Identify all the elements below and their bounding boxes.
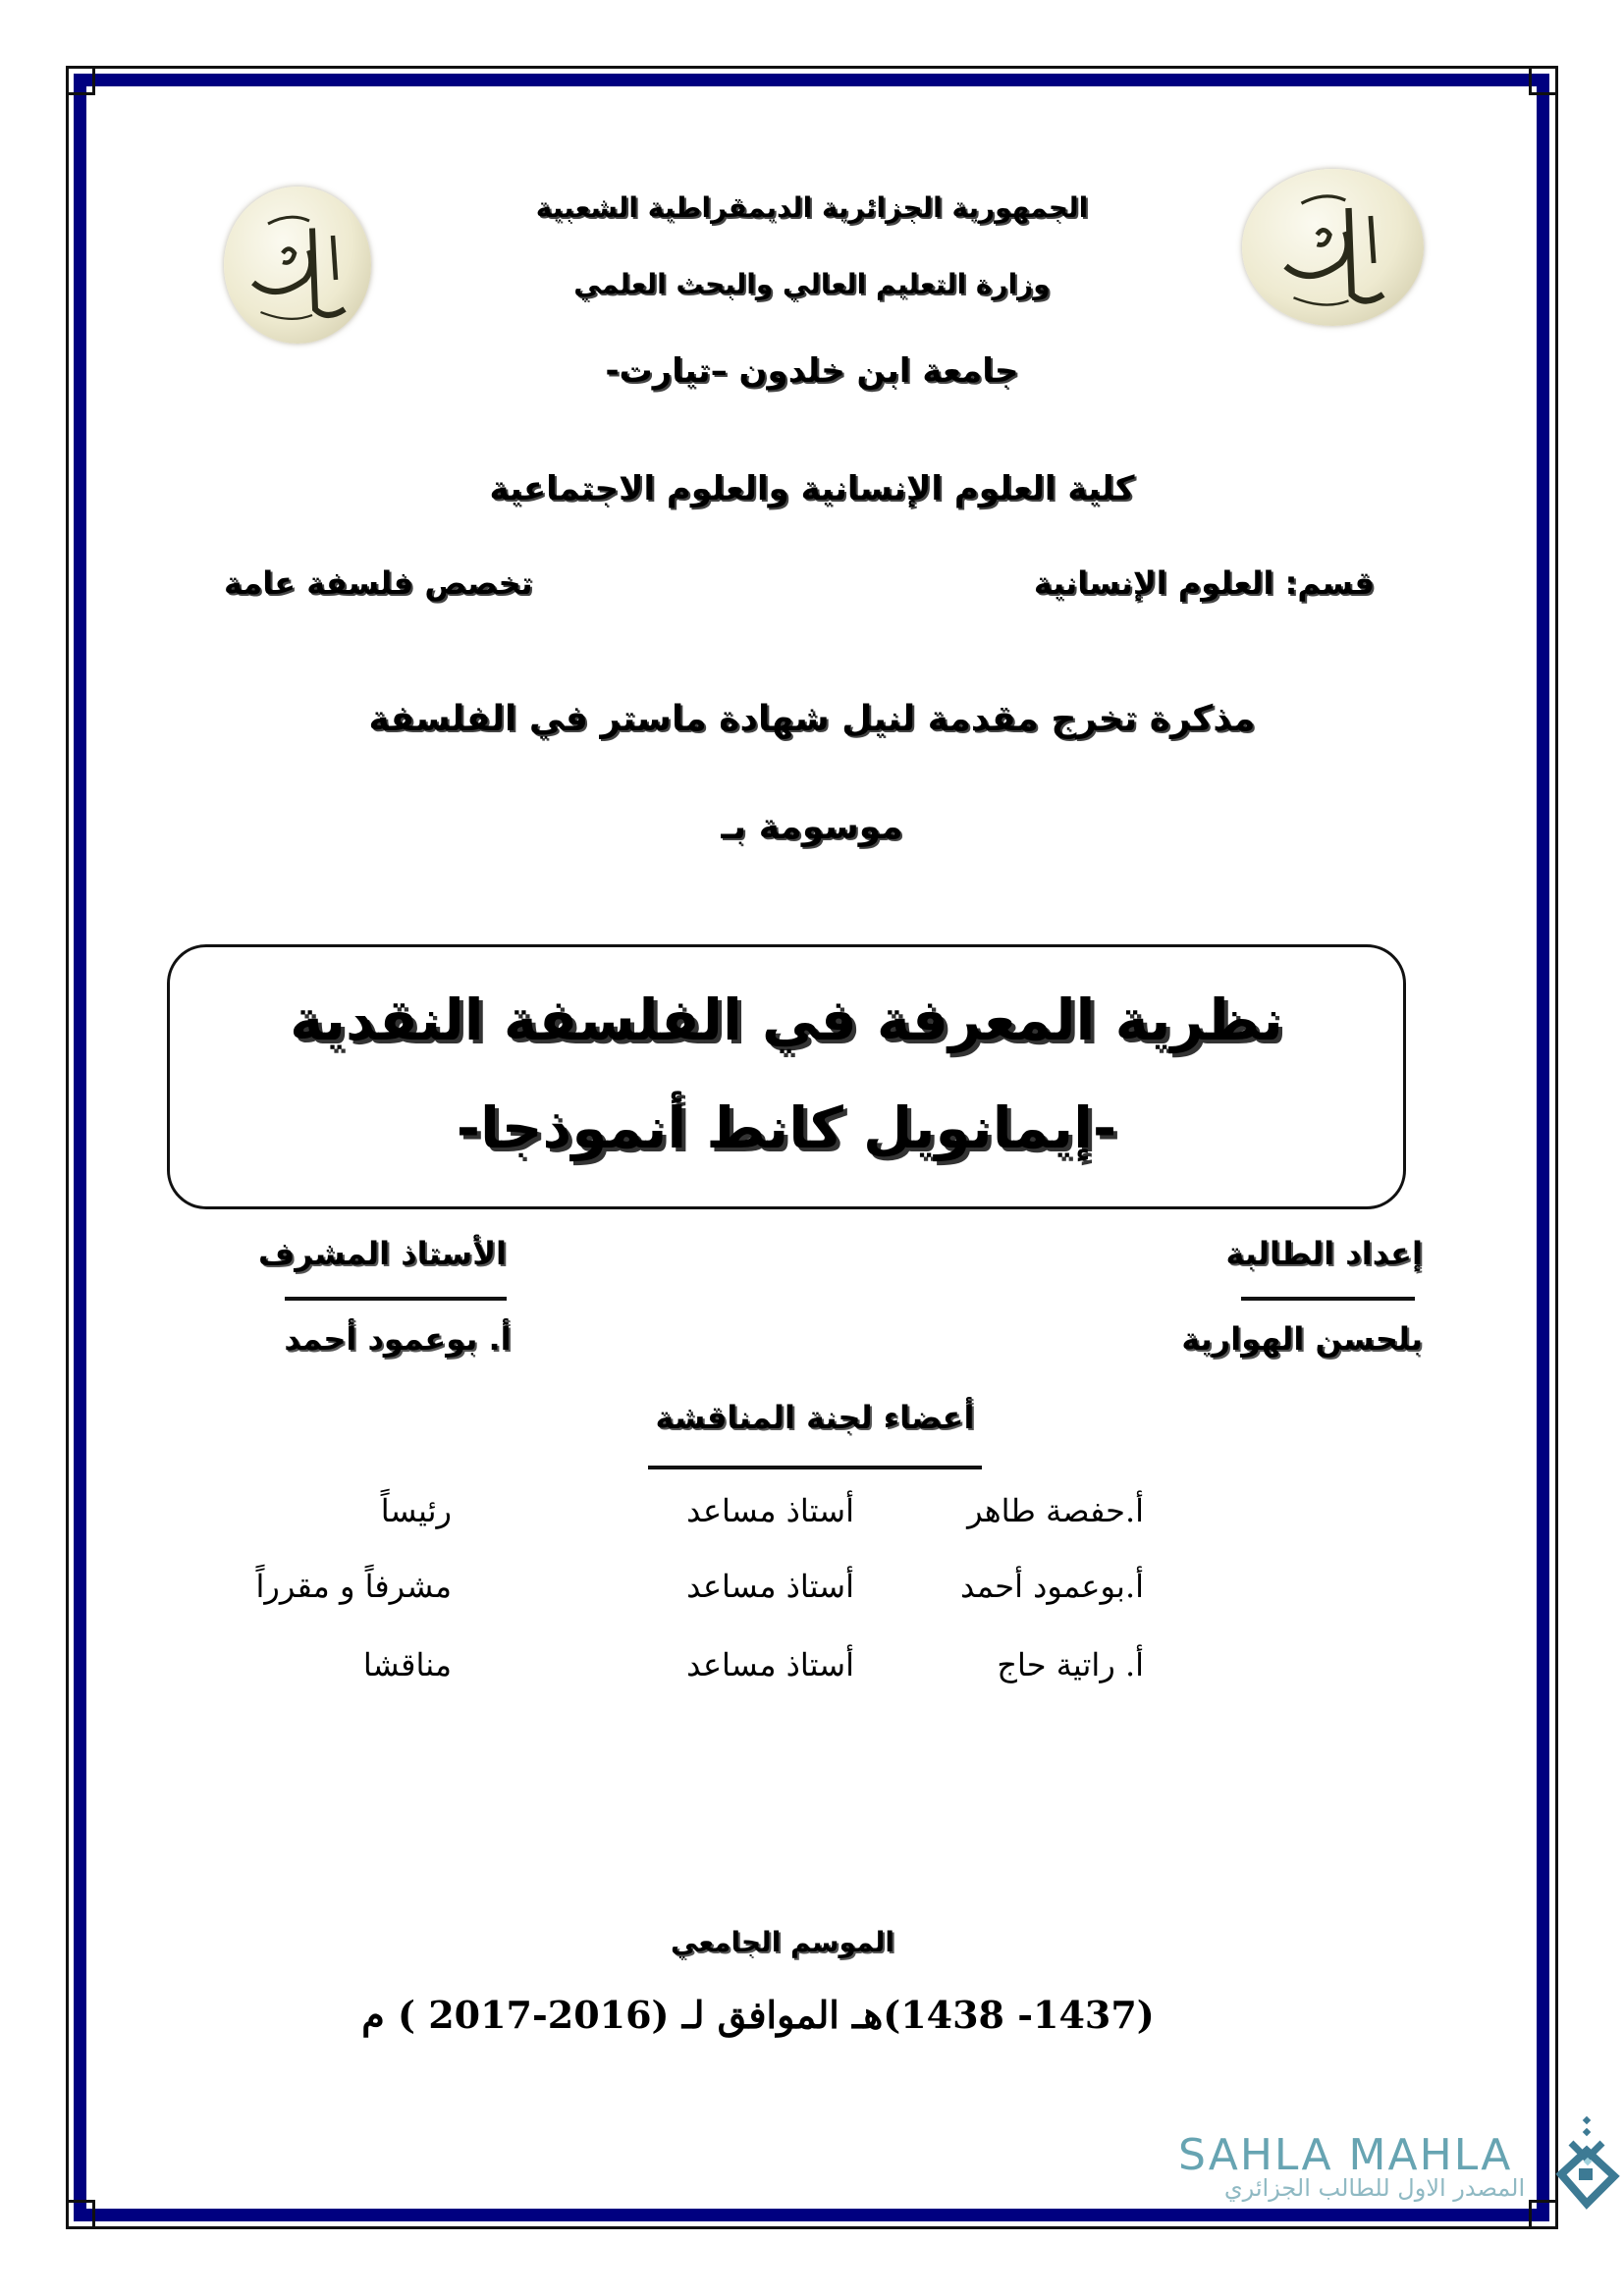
committee-heading: أعضاء لجنة المناقشة: [655, 1399, 975, 1436]
frame-corner-ornament-top-left: [66, 66, 95, 95]
thesis-title-line-1: نظرية المعرفة في الفلسفة النقدية: [290, 987, 1283, 1053]
committee-member-role: مناقشا: [362, 1646, 452, 1683]
supervisor-label: الأستاذ المشرف: [258, 1235, 507, 1272]
sahla-mahla-watermark: [1178, 2130, 1571, 2202]
academic-season-label: الموسم الجامعي: [671, 1926, 894, 1958]
student-label-underline: [1241, 1297, 1415, 1301]
committee-member-role: رئيساً: [380, 1492, 452, 1529]
watermark-brand: SAHLA MAHLA: [1178, 2130, 1513, 2180]
supervisor-name: أ. بوعمود أحمد: [284, 1320, 512, 1358]
university-name: جامعة ابن خلدون –تيارت-: [605, 351, 1019, 391]
student-name: بلحسن الهوارية: [1181, 1320, 1423, 1358]
republic-name: الجمهورية الجزائرية الديمقراطية الشعبية: [535, 191, 1089, 224]
specialization-label: تخصص فلسفة عامة: [224, 564, 533, 602]
thesis-title-line-2: -إيمانويل كانط أنموذجا-: [456, 1095, 1117, 1161]
ministry-name: وزارة التعليم العالي والبحث العلمي: [573, 268, 1051, 300]
committee-member-role: مشرفاً و مقرراً: [255, 1568, 452, 1605]
thesis-title-box: [167, 944, 1406, 1209]
frame-corner-ornament-bottom-left: [66, 2200, 95, 2229]
thesis-titled-as: موسومة بـ: [721, 807, 903, 847]
committee-member-rank: أستاذ مساعد: [686, 1568, 854, 1605]
supervisor-label-underline: [285, 1297, 507, 1301]
student-label: إعداد الطالبة: [1225, 1235, 1423, 1272]
committee-member-name: أ. راتية حاج: [997, 1646, 1144, 1683]
faculty-name: كلية العلوم الإنسانية والعلوم الاجتماعية: [489, 469, 1135, 508]
sahla-mahla-logo-icon: [1553, 2115, 1622, 2214]
academic-season-dates: (1437- 1438)هـ الموافق لـ (2016-2017 ) م: [361, 1993, 1155, 2037]
committee-member-name: أ.بوعمود أحمد: [959, 1568, 1144, 1605]
frame-corner-ornament-top-right: [1529, 66, 1558, 95]
committee-member-name: أ.حفصة طاهر: [967, 1492, 1144, 1529]
committee-heading-underline: [648, 1466, 982, 1469]
thesis-purpose: مذكرة تخرج مقدمة لنيل شهادة ماستر في الفلسفة: [368, 699, 1256, 739]
committee-member-rank: أستاذ مساعد: [686, 1492, 854, 1529]
department-label: قسم: العلوم الإنسانية: [1033, 564, 1375, 602]
committee-member-rank: أستاذ مساعد: [686, 1646, 854, 1683]
watermark-tagline: المصدر الاول للطالب الجزائري: [1223, 2174, 1526, 2202]
